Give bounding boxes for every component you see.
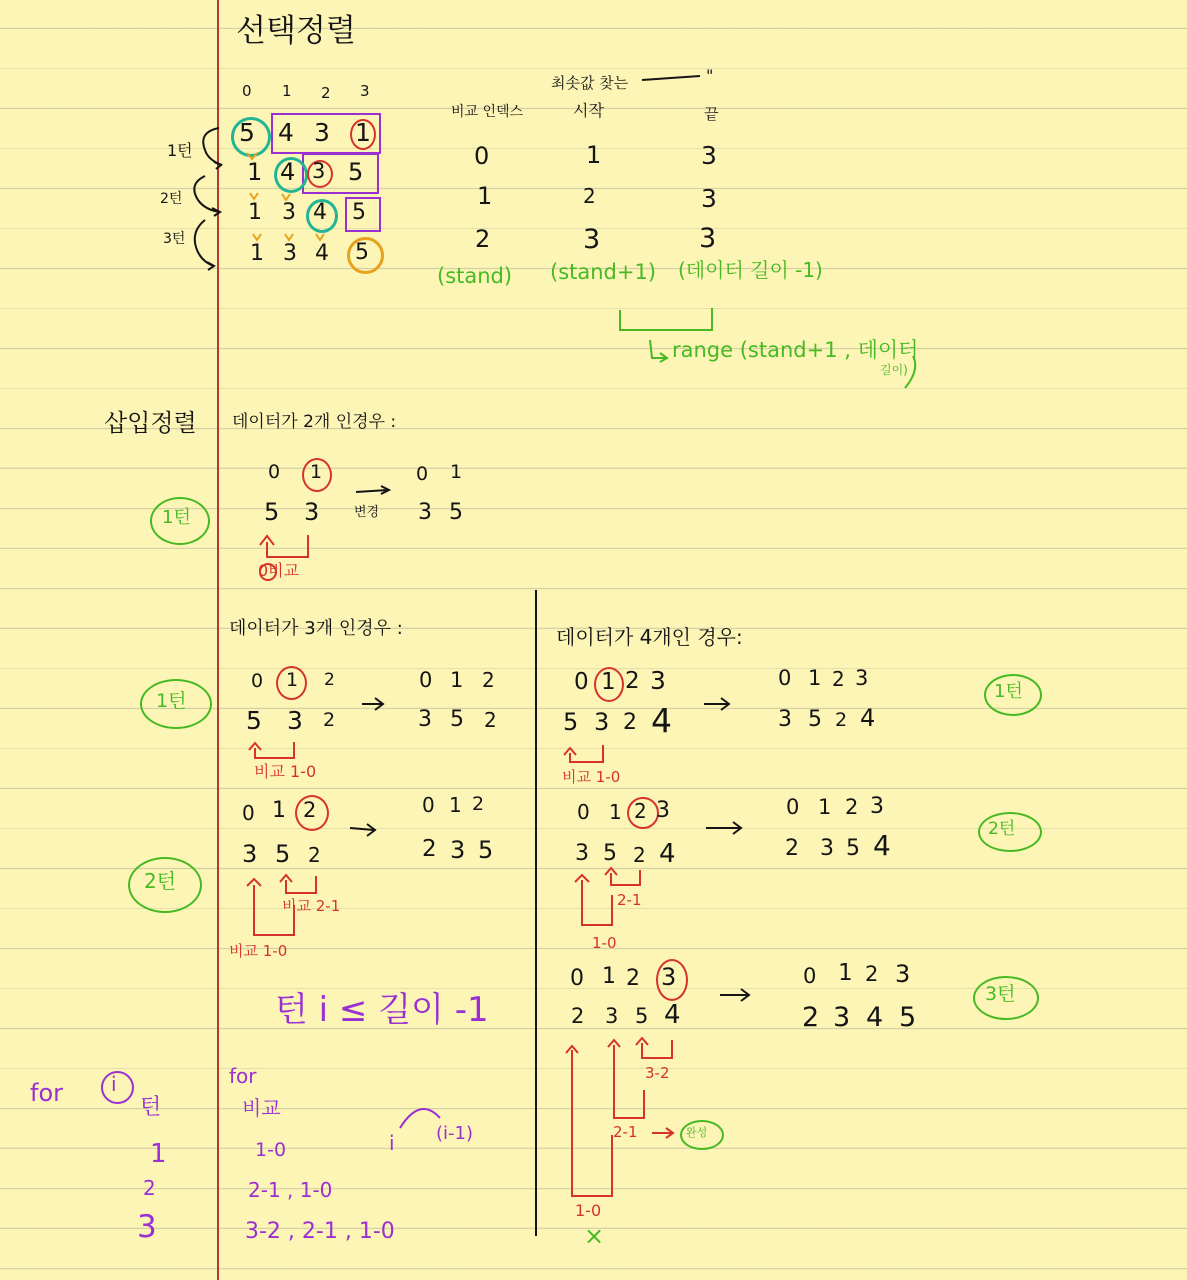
index-label: 0 xyxy=(577,800,590,824)
cell-value: 4 xyxy=(651,701,672,740)
cell-value: 4 xyxy=(315,241,329,266)
cell-value: 5 xyxy=(563,708,579,736)
index-label: 1 xyxy=(808,666,822,690)
cell-value: 5 xyxy=(450,707,464,732)
turn-label: 1턴 xyxy=(162,507,191,528)
check-mark xyxy=(282,194,290,200)
cell-value: 2 xyxy=(623,710,637,735)
cell-value: 2 xyxy=(785,836,799,861)
cell-value: 3 xyxy=(605,1004,619,1028)
range-formula-end: 길이) xyxy=(880,363,908,377)
cell-value: 3 xyxy=(282,200,296,225)
turn-curve xyxy=(203,128,222,165)
turn-number: 1 xyxy=(150,1139,167,1169)
table-cell: 3 xyxy=(583,224,601,255)
index-label: 1 xyxy=(601,669,616,695)
i-label: i xyxy=(111,1072,117,1096)
cell-value: 2 xyxy=(571,1004,585,1028)
cell-value: 5 xyxy=(899,1002,917,1033)
index-label: 1 xyxy=(602,964,616,989)
compare-note: 0비교 xyxy=(258,561,300,580)
check-mark xyxy=(316,234,324,240)
turn-arrow xyxy=(350,828,374,830)
index-label: 2 xyxy=(832,667,845,691)
check-mark xyxy=(253,234,261,240)
index-label: 2 xyxy=(625,668,640,694)
compare-note: 3-2 xyxy=(645,1064,670,1082)
table-cell: 2 xyxy=(475,225,491,253)
arrow-label: 변경 xyxy=(354,505,380,520)
turn-arrowhead xyxy=(214,162,221,169)
cell-value: 3 xyxy=(778,707,792,732)
range-title: 최솟값 찾는 xyxy=(551,74,629,92)
section-heading: 데이터가 2개 인경우 : xyxy=(232,412,397,432)
table-cell: 3 xyxy=(699,223,717,254)
compare-heading: 비교 xyxy=(242,1096,281,1120)
range-paren xyxy=(905,356,915,388)
turn-heading: 턴 xyxy=(140,1095,162,1120)
cell-value: 5 xyxy=(239,118,255,147)
index-label: 3 xyxy=(360,82,370,100)
compare-note: 1-0 xyxy=(592,934,617,952)
turn-label: 3턴 xyxy=(985,983,1016,1005)
i-label: i xyxy=(389,1131,395,1155)
section-heading: 데이터가 3개 인경우 : xyxy=(229,618,403,639)
cell-value: 2 xyxy=(484,708,497,732)
index-label: 2 xyxy=(865,962,879,986)
compare-bracket xyxy=(267,535,308,557)
cell-value: 5 xyxy=(603,841,617,866)
cell-value: 5 xyxy=(478,836,494,864)
turn-curve xyxy=(195,220,214,266)
range-formula: range (stand+1 , 데이터 xyxy=(672,338,919,362)
index-label: 1 xyxy=(838,960,853,986)
cell-value: 3 xyxy=(418,500,432,525)
turn-label: 2턴 xyxy=(988,819,1016,839)
index-label: 1 xyxy=(286,669,299,691)
compare-note: 비교 2-1 xyxy=(282,897,341,915)
turn-label: 1턴 xyxy=(994,681,1023,702)
index-label: 0 xyxy=(268,461,281,483)
index-label: 0 xyxy=(778,666,792,690)
check-mark xyxy=(285,234,293,240)
formula-label: (데이터 길이 -1) xyxy=(678,258,823,282)
cell-value: 3 xyxy=(314,118,330,147)
cell-value: 1 xyxy=(250,241,264,266)
index-label: 3 xyxy=(855,666,869,690)
change-arrow xyxy=(356,490,388,492)
index-label: 1 xyxy=(609,800,622,824)
formula-label: (stand) xyxy=(437,264,513,288)
compare-note: 2-1 xyxy=(613,1123,638,1141)
compare-note: 비교 1-0 xyxy=(562,768,621,786)
index-label: 3 xyxy=(656,798,670,823)
cell-value: 2 xyxy=(308,843,321,867)
index-label: 2 xyxy=(324,670,335,690)
index-label: 0 xyxy=(574,669,589,695)
index-label: 3 xyxy=(650,666,666,695)
turn-arrowhead xyxy=(207,262,214,270)
turn-label: 2턴 xyxy=(144,869,177,893)
cell-value: 3 xyxy=(242,840,258,868)
turn-curve xyxy=(194,176,220,212)
cell-value: 3 xyxy=(594,708,610,736)
cell-value: 5 xyxy=(352,200,366,225)
header-dash xyxy=(642,76,700,80)
range-bracket xyxy=(620,308,712,330)
cell-value: 3 xyxy=(283,241,297,266)
compare-bracket xyxy=(582,880,612,925)
for-label: for xyxy=(229,1064,257,1088)
turn-number: 2 xyxy=(143,1176,156,1200)
cell-value: 5 xyxy=(808,707,822,732)
cell-value: 1 xyxy=(355,118,371,147)
cell-value: 3 xyxy=(575,841,589,866)
cell-value: 2 xyxy=(802,1002,820,1033)
compare-line: 2-1 , 1-0 xyxy=(248,1178,333,1202)
compare-bracket xyxy=(572,1050,612,1196)
cell-value: 4 xyxy=(866,1002,884,1033)
cell-value: 5 xyxy=(449,500,463,525)
cell-value: 4 xyxy=(659,839,676,869)
index-label: 0 xyxy=(251,670,264,692)
index-label: 2 xyxy=(845,795,859,819)
column-header: 비교 인덱스 xyxy=(451,104,524,120)
index-label: 1 xyxy=(310,461,323,483)
index-label: 3 xyxy=(895,960,911,988)
cell-value: 4 xyxy=(280,158,296,186)
compare-bracket xyxy=(614,1045,644,1118)
check-mark xyxy=(247,153,257,159)
index-label: 1 xyxy=(450,668,464,692)
i-minus-label: (i-1) xyxy=(436,1123,473,1144)
cell-value: 4 xyxy=(313,200,327,225)
column-header: 끝 xyxy=(704,105,719,123)
cell-value: 4 xyxy=(860,704,876,732)
compare-arrowhead xyxy=(247,879,261,886)
compare-note: 1-0 xyxy=(575,1201,602,1220)
done-label: 완성 xyxy=(686,1126,708,1139)
index-label: 1 xyxy=(449,793,462,817)
cell-value: 2 xyxy=(323,709,336,731)
cell-value: 1 xyxy=(247,158,263,186)
for-label: for xyxy=(30,1079,63,1107)
cell-value: 3 xyxy=(820,836,834,861)
section-heading: 데이터가 4개인 경우: xyxy=(556,625,743,649)
cell-value: 3 xyxy=(833,1002,851,1033)
cell-value: 5 xyxy=(846,836,860,861)
compare-note: 비교 1-0 xyxy=(229,942,288,960)
compare-note: 2-1 xyxy=(617,891,642,909)
table-cell: 0 xyxy=(474,142,490,170)
index-label: 0 xyxy=(419,668,433,692)
cell-value: 3 xyxy=(287,706,303,735)
compare-line: 1-0 xyxy=(255,1139,287,1161)
cell-value: 3 xyxy=(304,498,320,526)
index-label: 2 xyxy=(482,668,495,692)
table-cell: 1 xyxy=(477,182,493,210)
index-label: 2 xyxy=(303,798,317,822)
cell-value: 1 xyxy=(248,200,262,225)
index-label: 0 xyxy=(803,964,817,988)
compare-circle xyxy=(260,564,276,580)
index-label: 2 xyxy=(472,793,485,815)
cell-value: 5 xyxy=(275,840,291,868)
table-cell: 1 xyxy=(586,141,602,169)
table-cell: 3 xyxy=(701,141,717,170)
cell-value: 4 xyxy=(873,829,891,862)
cell-value: 4 xyxy=(664,1000,681,1030)
compare-bracket xyxy=(286,876,316,893)
index-label: 0 xyxy=(570,966,584,991)
turn-label: 2턴 xyxy=(160,191,183,207)
loop-arc xyxy=(400,1109,440,1128)
insertion-sort-title: 삽입정렬 xyxy=(104,409,197,437)
table-cell: 2 xyxy=(583,184,596,208)
cell-value: 5 xyxy=(635,1004,649,1028)
cell-value: 3 xyxy=(450,836,466,864)
index-label: 3 xyxy=(870,794,884,819)
cell-value: 2 xyxy=(422,836,437,862)
index-label: 0 xyxy=(242,82,252,100)
cell-value: 3 xyxy=(418,707,432,732)
turn-label: 3턴 xyxy=(163,231,186,247)
index-label: 0 xyxy=(786,795,800,819)
cell-value: 4 xyxy=(278,118,294,147)
index-label: 2 xyxy=(626,966,640,991)
turn-label: 1턴 xyxy=(167,141,193,160)
cell-value: 2 xyxy=(835,709,848,731)
index-label: 3 xyxy=(661,963,677,991)
cell-value: 5 xyxy=(246,706,262,735)
x-mark: × xyxy=(584,1222,605,1250)
check-mark xyxy=(250,193,258,199)
formula-label: (stand+1) xyxy=(550,260,657,284)
index-label: 2 xyxy=(321,84,331,102)
compare-line: 3-2 , 2-1 , 1-0 xyxy=(245,1219,395,1244)
index-label: 1 xyxy=(818,795,832,819)
turn-label: 1턴 xyxy=(156,690,187,712)
cell-value: 5 xyxy=(348,158,364,186)
cell-value: 5 xyxy=(264,498,280,526)
cell-value: 5 xyxy=(355,240,369,265)
selection-sort-title: 선택정렬 xyxy=(236,13,356,49)
index-label: 0 xyxy=(416,463,429,485)
loop-rule: 턴 i ≤ 길이 -1 xyxy=(275,990,489,1030)
column-header: 시작 xyxy=(573,101,604,120)
ditto-mark: " xyxy=(706,66,714,85)
turn-number: 3 xyxy=(137,1209,157,1245)
table-cell: 3 xyxy=(701,184,717,213)
index-label: 0 xyxy=(422,793,435,817)
index-label: 0 xyxy=(242,801,255,825)
index-label: 1 xyxy=(272,798,286,823)
index-label: 1 xyxy=(450,461,463,483)
index-label: 1 xyxy=(282,82,292,100)
cell-value: 3 xyxy=(312,159,326,183)
index-label: 2 xyxy=(634,799,647,823)
compare-note: 비교 1-0 xyxy=(254,762,317,781)
cell-value: 2 xyxy=(633,843,646,867)
